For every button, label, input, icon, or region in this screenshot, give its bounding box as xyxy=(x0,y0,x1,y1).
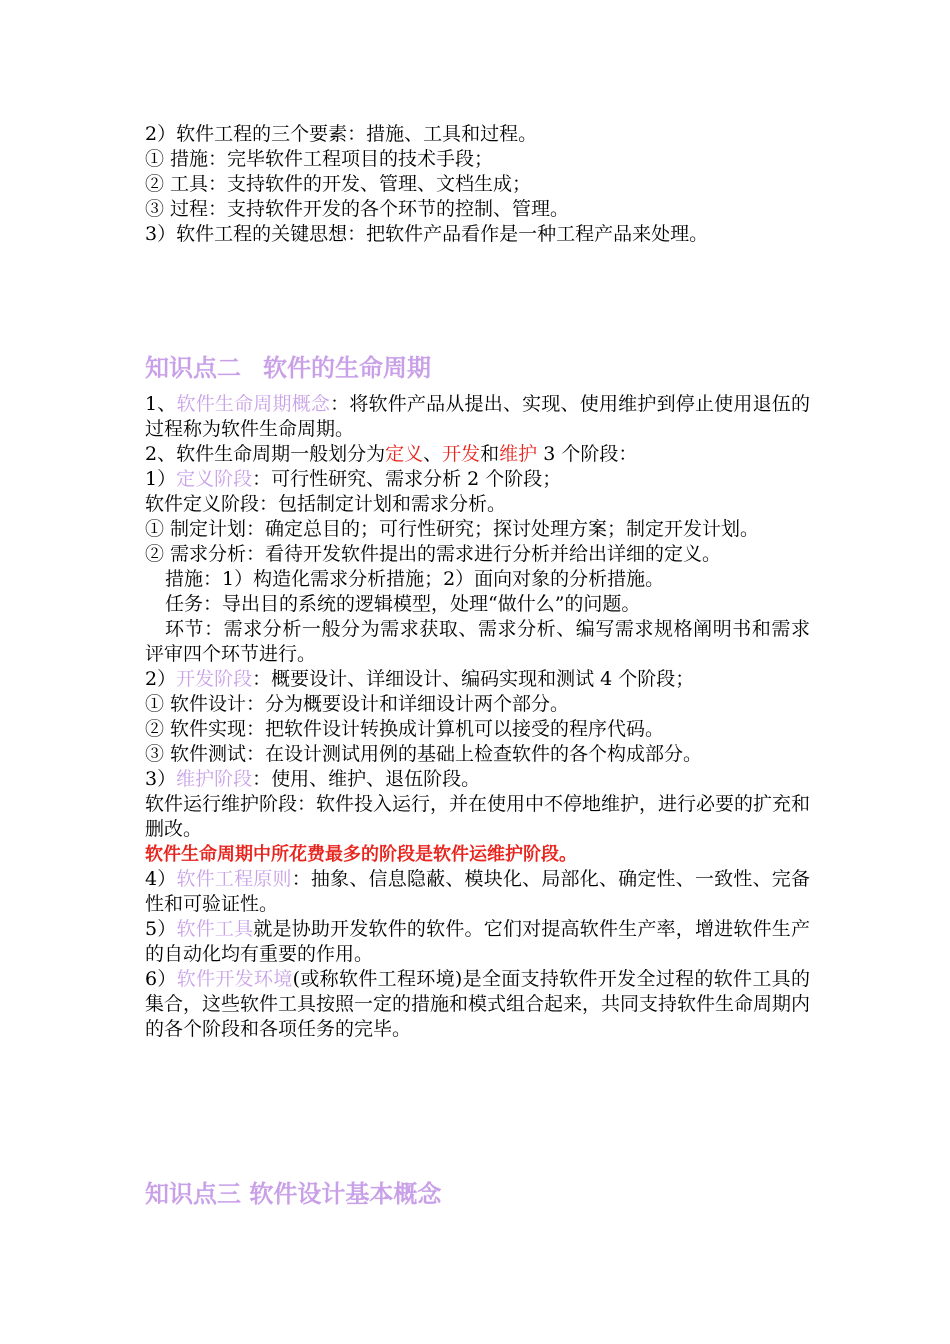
paragraph: ② 工具：支持软件的开发、管理、文档生成； xyxy=(145,173,532,195)
emphasis-paragraph: 软件生命周期中所花费最多的阶段是软件运维护阶段。 xyxy=(145,844,577,865)
heading-title: 软件的生命周期 xyxy=(263,354,431,382)
term-red: 开发 xyxy=(442,443,481,465)
term-highlight: 软件工具 xyxy=(176,918,254,940)
section-2 xyxy=(145,352,810,1042)
section-heading xyxy=(145,352,810,384)
section-1-tail xyxy=(145,122,810,247)
term-red: 定义 xyxy=(385,443,424,465)
paragraph: ② 需求分析：看待开发软件提出的需求进行分析并给出详细的定义。 xyxy=(145,543,722,565)
term-highlight: 维护阶段 xyxy=(176,768,253,790)
paragraph: 1、软件生命周期概念：将软件产品从提出、实现、使用维护到停止使用退伍的过程称为软件生命周期。 xyxy=(145,393,810,440)
paragraph: 4）软件工程原则：抽象、信息隐蔽、模块化、局部化、确定性、一致性、完备性和可验证性。 xyxy=(145,868,810,915)
document-page xyxy=(145,122,810,1042)
paragraph: 2）开发阶段：概要设计、详细设计、编码实现和测试 4 个阶段； xyxy=(145,668,695,690)
term-red: 维护 xyxy=(499,443,538,465)
paragraph: 5）软件工具就是协助开发软件的软件。它们对提高软件生产率，增进软件生产的自动化均有重要的作用。 xyxy=(145,918,810,965)
paragraph: 3）维护阶段：使用、维护、退伍阶段。 xyxy=(145,768,481,790)
paragraph: ③ 软件测试：在设计测试用例的基础上检查软件的各个构成部分。 xyxy=(145,743,703,765)
paragraph: ③ 过程：支持软件开发的各个环节的控制、管理。 xyxy=(145,198,570,220)
paragraph: 软件运行维护阶段：软件投入运行，并在使用中不停地维护，进行必要的扩充和删改。 xyxy=(145,793,811,840)
paragraph: 环节：需求分析一般分为需求获取、需求分析、编写需求规格阐明书和需求评审四个环节进行。 xyxy=(145,618,810,665)
section-3-heading: 知识点三 软件设计基本概念 xyxy=(145,1180,442,1208)
paragraph: 任务：导出目的系统的逻辑模型，处理“做什么”的问题。 xyxy=(165,593,641,615)
term-highlight: 开发阶段 xyxy=(176,668,253,690)
paragraph: 软件定义阶段：包括制定计划和需求分析。 xyxy=(145,493,507,515)
paragraph: ① 措施：完毕软件工程项目的技术手段； xyxy=(145,148,494,170)
term-highlight: 定义阶段 xyxy=(176,468,253,490)
paragraph: 措施：1）构造化需求分析措施；2）面向对象的分析措施。 xyxy=(165,568,665,590)
paragraph: 3）软件工程的关键思想：把软件产品看作是一种工程产品来处理。 xyxy=(145,223,709,245)
paragraph: 6）软件开发环境(或称软件工程环境)是全面支持软件开发全过程的软件工具的集合，这些软件工具按照一定的措施和模式组合起来，共同支持软件生命周期内的各个阶段和各项任务的完毕。 xyxy=(145,968,811,1040)
paragraph: ② 软件实现：把软件设计转换成计算机可以接受的程序代码。 xyxy=(145,718,665,740)
term-highlight: 软件工程原则 xyxy=(176,868,292,890)
paragraph: ① 软件设计：分为概要设计和详细设计两个部分。 xyxy=(145,693,570,715)
term-highlight: 软件生命周期概念 xyxy=(176,393,331,415)
paragraph: 1）定义阶段：可行性研究、需求分析 2 个阶段； xyxy=(145,468,562,490)
paragraph: ① 制定计划：确定总目的；可行性研究；探讨处理方案；制定开发计划。 xyxy=(145,518,760,540)
paragraph: 2）软件工程的三个要素：措施、工具和过程。 xyxy=(145,123,538,145)
paragraph: 2、软件生命周期一般划分为定义、开发和维护 3 个阶段： xyxy=(145,443,638,465)
heading-number: 知识点二 xyxy=(145,354,241,382)
term-highlight: 软件开发环境 xyxy=(176,968,293,990)
